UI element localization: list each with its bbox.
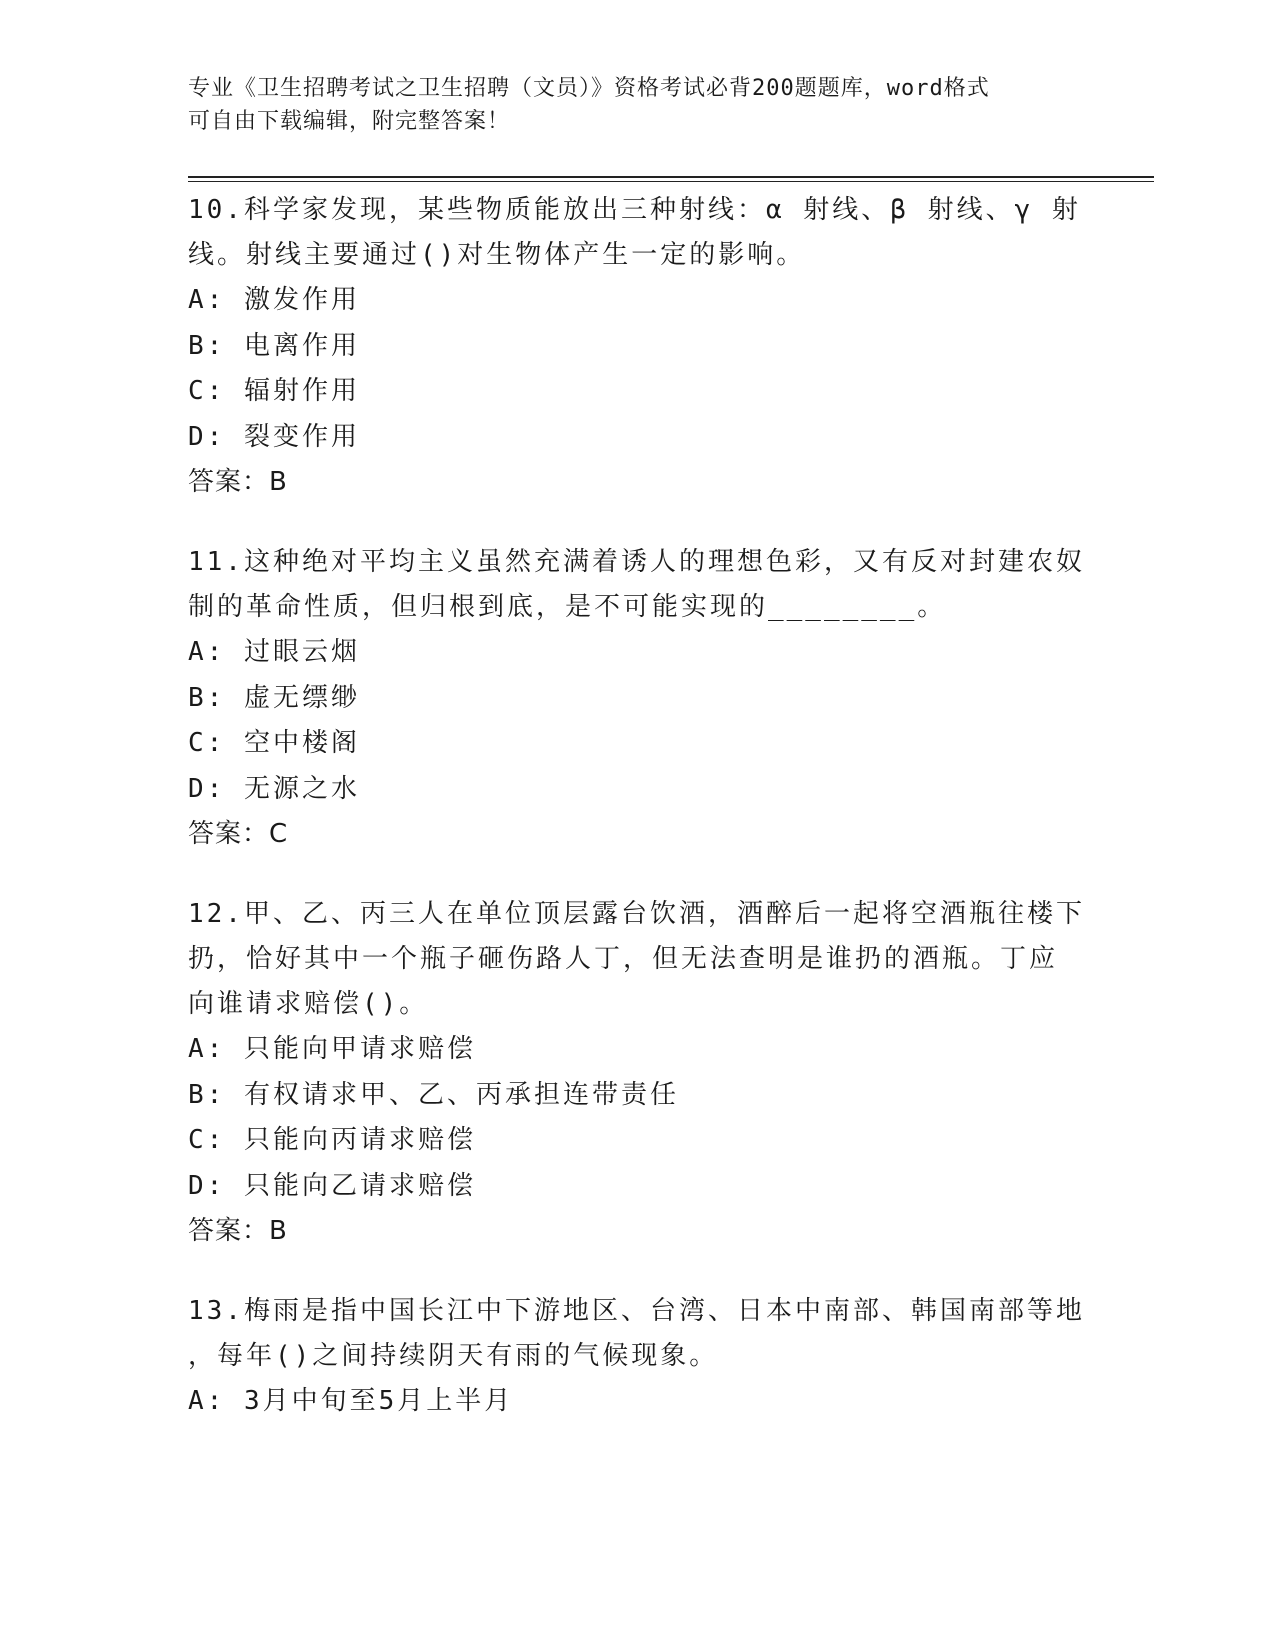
question-stem: 11.这种绝对平均主义虽然充满着诱人的理想色彩，又有反对封建农奴 制的革命性质，但归根到底，是不可能实现的________。: [188, 547, 1085, 622]
header-divider-thick: [188, 176, 1154, 178]
question-10: [188, 188, 1088, 505]
header-line-2: 可自由下载编辑，附完整答案！: [188, 109, 511, 134]
option-d: D: 无源之水: [188, 773, 360, 804]
question-11: [188, 540, 1088, 857]
option-b: B: 电离作用: [188, 330, 360, 361]
answer: 答案：B: [188, 467, 288, 497]
answer: 答案：C: [188, 819, 289, 849]
option-c: C: 空中楼阁: [188, 728, 360, 758]
question-stem: 12.甲、乙、丙三人在单位顶层露台饮酒，酒醉后一起将空酒瓶往楼下 扔，恰好其中一个瓶子砸伤路人丁，但无法查明是谁扔的酒瓶。丁应 向谁请求赔偿()。: [188, 899, 1085, 1019]
question-12: [188, 892, 1088, 1254]
question-13: [188, 1289, 1088, 1425]
option-c: C: 只能向丙请求赔偿: [188, 1125, 476, 1155]
option-a: A: 只能向甲请求赔偿: [188, 1034, 476, 1064]
option-b: B: 虚无缥缈: [188, 682, 360, 713]
header-line-1: 专业《卫生招聘考试之卫生招聘（文员）》资格考试必背200题题库，word格式: [188, 76, 990, 101]
question-stem: 13.梅雨是指中国长江中下游地区、台湾、日本中南部、韩国南部等地 ，每年()之间持续阴天有雨的气候现象。: [188, 1296, 1085, 1371]
option-a: A: 3月中旬至5月上半月: [188, 1386, 514, 1416]
answer: 答案：B: [188, 1216, 288, 1246]
option-a: A: 过眼云烟: [188, 637, 360, 667]
question-stem: 10.科学家发现，某些物质能放出三种射线：α 射线、β 射线、γ 射 线。射线主要通过()对生物体产生一定的影响。: [188, 195, 1081, 270]
option-b: B: 有权请求甲、乙、丙承担连带责任: [188, 1079, 679, 1110]
option-a: A: 激发作用: [188, 285, 360, 315]
option-c: C: 辐射作用: [188, 376, 360, 406]
option-d: D: 只能向乙请求赔偿: [188, 1170, 476, 1201]
question-list: [188, 188, 1088, 1460]
document-header: [188, 72, 1088, 138]
option-d: D: 裂变作用: [188, 421, 360, 452]
header-divider-thin: [188, 181, 1154, 182]
